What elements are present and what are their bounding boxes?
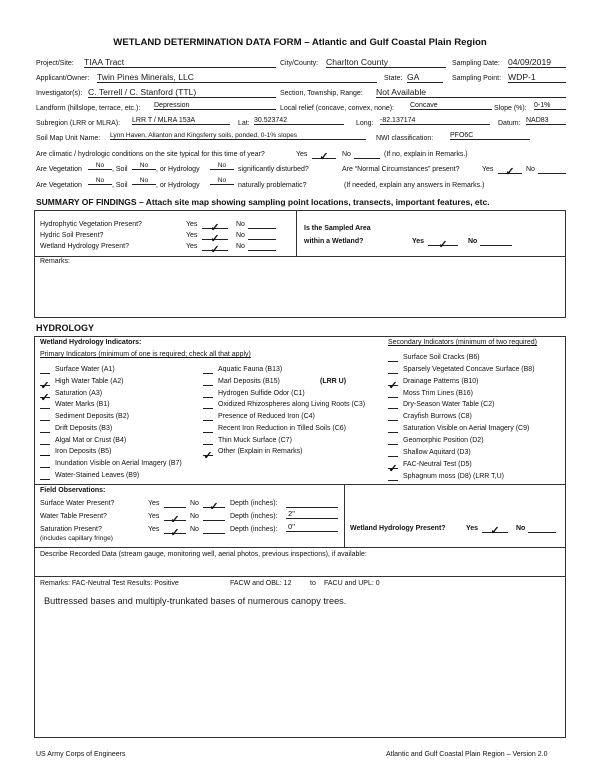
describe-label: Describe Recorded Data (stream gauge, monitoring well, aerial photos, previous inspections), if available: [40,551,367,558]
primary-left-checkbox-0[interactable] [40,364,50,374]
check-icon: ✓ [319,151,329,163]
landform-field[interactable]: Depression [154,102,276,110]
secondary-checkbox-9[interactable] [388,459,398,475]
normal-yes-checkbox[interactable] [498,162,522,178]
summary-heading: SUMMARY OF FINDINGS – Attach site map showing sampling point locations, transects, important features, etc. [36,197,490,207]
primary-mid-label-1: Marl Deposits (B15) [218,377,280,385]
lat-label: Lat: [238,120,250,127]
sat-depth-field[interactable]: 0" [286,522,338,532]
sat-yes-checkbox[interactable] [164,523,186,539]
q3-yes-label: Yes [186,243,198,250]
soil-problematic-field[interactable]: No [132,177,156,185]
facu-upl-count: FACU and UPL: 0 [324,580,380,587]
soil-disturbed-field[interactable]: No [132,162,156,170]
point-label: Sampling Point: [452,75,502,82]
slope-field[interactable]: 0-1% [534,102,566,110]
check-icon: ✓ [388,462,398,475]
secondary-checkbox-1[interactable] [388,364,398,374]
field-observations-title: Field Observations: [40,487,106,494]
field-obs-divider [34,547,565,548]
primary-left-label-3: Water Marks (B1) [55,401,110,409]
primary-left-checkbox-1[interactable] [40,376,50,392]
q1-no-label: No [236,221,245,228]
primary-left-checkbox-3[interactable] [40,399,50,409]
secondary-checkbox-5[interactable] [388,411,398,421]
sat-no-label: No [190,526,199,533]
wh-no-checkbox[interactable] [528,521,556,533]
datum-field[interactable]: NAD83 [526,117,566,125]
veg-label-2: Are Vegetation [36,182,82,189]
table-depth-label: Depth (inches): [230,513,278,520]
primary-left-checkbox-5[interactable] [40,423,50,433]
primary-mid-label-7: Other (Explain in Remarks) [218,448,303,456]
point-field[interactable]: WDP-1 [508,72,566,83]
q3-yes-checkbox[interactable] [202,240,228,256]
check-icon: ✓ [388,379,398,392]
surface-yes-checkbox[interactable] [164,497,186,508]
state-label: State: [384,75,403,82]
indicators-title: Wetland Hydrology Indicators: [40,339,142,346]
problematic-note: (If needed, explain any answers in Remarks.) [344,182,485,189]
secondary-checkbox-6[interactable] [388,423,398,433]
primary-mid-checkbox-2[interactable] [203,388,213,398]
surface-depth-label: Depth (inches): [230,500,278,507]
table-no-checkbox[interactable] [203,510,225,521]
primary-left-label-8: Inundation Visible on Aerial Imagery (B7) [55,460,182,467]
secondary-checkbox-10[interactable] [388,471,398,481]
normal-question: Are “Normal Circumstances” present? [342,166,460,173]
table-yes-label: Yes [148,513,160,520]
city-label: City/County: [280,60,319,67]
secondary-label-7: Geomorphic Position (D2) [403,436,484,444]
wh-present-label: Wetland Hydrology Present? [350,525,446,532]
surface-depth-field[interactable] [286,497,338,508]
secondary-checkbox-0[interactable] [388,352,398,362]
table-no-label: No [190,513,199,520]
check-icon: ✓ [490,525,500,537]
secondary-label-4: Dry-Season Water Table (C2) [403,401,495,409]
problematic-label: naturally problematic? [238,182,307,189]
secondary-checkbox-4[interactable] [388,399,398,409]
primary-mid-label-2: Hydrogen Sulfide Odor (C1) [218,389,305,397]
nwi-field[interactable]: PFO6C [450,132,530,140]
climatic-no-label: No [342,151,351,158]
wh-no-label: No [516,525,526,532]
subregion-field[interactable]: LRR T / MLRA 153A [132,117,230,125]
primary-left-checkbox-4[interactable] [40,411,50,421]
hydro-problematic-field[interactable]: No [210,177,234,185]
sat-yes-label: Yes [148,526,160,533]
field-obs-vdivider [344,484,345,547]
hydrology-remarks-text: Buttressed bases and multiply-trunkated bases of numerous canopy trees. [44,596,347,606]
secondary-label-6: Saturation Visible on Aerial Imagery (C9) [403,425,530,433]
secondary-checkbox-7[interactable] [388,435,398,445]
q3-no-checkbox[interactable] [248,240,276,251]
saturation-question: Saturation Present? [40,526,102,533]
q3-no-label: No [236,243,245,250]
primary-mid-label-0: Aquatic Fauna (B13) [218,366,283,373]
climatic-note: (If no, explain in Remarks.) [384,151,468,158]
section-label: Section, Township, Range: [280,90,363,97]
sampled-yes-checkbox[interactable] [428,235,458,251]
primary-mid-checkbox-6[interactable] [203,435,213,445]
wh-yes-checkbox[interactable] [482,521,508,537]
check-icon: ✓ [438,239,448,251]
q1-yes-label: Yes [186,221,198,228]
veg-problematic-field[interactable]: No [88,177,112,185]
table-yes-checkbox[interactable] [164,510,186,526]
primary-mid-checkbox-5[interactable] [203,423,213,433]
soil-label: Soil Map Unit Name: [36,135,101,142]
normal-no-checkbox[interactable] [538,162,566,174]
primary-mid-checkbox-4[interactable] [203,411,213,421]
saturation-note: (includes capillary fringe) [40,535,113,542]
hydrology-heading: HYDROLOGY [36,323,95,333]
normal-no-label: No [526,166,535,173]
veg-disturbed-field[interactable]: No [88,162,112,170]
secondary-label-8: Shallow Aquitard (D3) [403,448,471,456]
date-label: Sampling Date: [452,60,500,67]
investigators-label: Investigator(s): [36,90,83,97]
primary-left-label-0: Surface Water (A1) [55,366,115,373]
check-icon: ✓ [40,391,50,404]
long-label: Long: [356,120,374,127]
secondary-label-0: Surface Soil Cracks (B6) [403,354,480,361]
sat-depth-label: Depth (inches): [230,526,278,533]
water-table-question: Water Table Present? [40,513,107,520]
subregion-label: Subregion (LRR or MLRA): [36,120,121,127]
check-icon: ✓ [210,244,220,256]
to-word: to [310,580,316,587]
q2-no-label: No [236,232,245,239]
primary-left-checkbox-2[interactable] [40,388,50,404]
describe-divider [34,576,565,577]
investigators-field[interactable]: C. Terrell / C. Stanford (TTL) [88,87,276,98]
climatic-yes-label: Yes [296,151,308,158]
hydrology-remarks-label: Remarks: FAC-Neutral Test Results: Positive [40,580,179,587]
soil-word-2: , Soil [112,182,128,189]
climatic-yes-checkbox[interactable] [312,147,336,163]
summary-divider [34,256,565,257]
surface-no-checkbox[interactable] [203,497,225,513]
sampled-area-question-2: within a Wetland? [304,238,364,245]
check-icon: ✓ [40,379,50,392]
applicant-label: Applicant/Owner: [36,75,90,82]
table-depth-field[interactable]: 2" [286,509,338,519]
project-label: Project/Site: [36,60,74,67]
hydro-word-2: , or Hydrology [156,182,200,189]
sampled-yes-label: Yes [412,238,425,245]
check-icon: ✓ [209,501,219,513]
surface-yes-label: Yes [148,500,160,507]
sampled-no-label: No [468,238,478,245]
form-title: WETLAND DETERMINATION DATA FORM – Atlantic and Gulf Coastal Plain Region [113,37,487,48]
hydro-disturbed-field[interactable]: No [210,162,234,170]
primary-left-label-2: Saturation (A3) [55,389,103,397]
secondary-checkbox-8[interactable] [388,447,398,457]
datum-label: Datum: [498,120,521,127]
wetland-hydrology-question: Wetland Hydrology Present? [40,243,129,250]
date-field[interactable]: 04/09/2019 [508,57,566,68]
summary-vdivider [296,210,297,256]
primary-mid-label-5: Recent Iron Reduction in Tilled Soils (C6) [218,424,347,432]
climatic-question: Are climatic / hydrologic conditions on the site typical for this time of year? [36,151,265,158]
marl-lrr-label: (LRR U) [320,377,347,385]
primary-left-label-9: Water-Stained Leaves (B9) [55,471,140,479]
relief-label: Local relief (concave, convex, none): [280,105,395,112]
primary-mid-label-3: Oxidized Rhizospheres along Living Roots (C3) [218,401,366,409]
primary-left-checkbox-9[interactable] [40,470,50,480]
primary-mid-checkbox-3[interactable] [203,399,213,409]
project-field[interactable]: TIAA Tract [84,57,276,68]
q2-yes-label: Yes [186,232,198,239]
primary-left-label-4: Sediment Deposits (B2) [55,413,129,420]
summary-remarks-label: Remarks: [40,258,70,265]
climatic-no-checkbox[interactable] [354,147,380,159]
q2-yes-checkbox[interactable] [202,229,228,245]
secondary-label-1: Sparsely Vegetated Concave Surface (B8) [403,365,535,373]
check-icon: ✓ [210,222,220,234]
primary-left-label-1: High Water Table (A2) [55,377,124,385]
check-icon: ✓ [210,233,220,245]
applicant-field[interactable]: Twin Pines Minerals, LLC [97,72,377,83]
landform-label: Landform (hillslope, terrace, etc.): [36,105,141,112]
check-icon: ✓ [203,450,213,463]
primary-mid-label-6: Thin Muck Surface (C7) [218,436,292,444]
hydric-soil-question: Hydric Soil Present? [40,232,104,239]
check-icon: ✓ [170,514,180,526]
secondary-label-2: Drainage Patterns (B10) [403,377,479,385]
primary-left-checkbox-8[interactable] [40,458,50,468]
primary-mid-checkbox-0[interactable] [203,364,213,374]
hydrophytic-question: Hydrophytic Vegetation Present? [40,221,142,228]
primary-left-label-7: Iron Deposits (B5) [55,448,112,456]
surface-water-question: Surface Water Present? [40,500,115,507]
normal-yes-label: Yes [482,166,494,173]
long-field[interactable]: -82.137174 [380,117,490,125]
facw-obl-count: FACW and OBL: 12 [230,580,292,587]
soil-field[interactable]: Lynn Haven, Allanton and Kingsferry soils, ponded, 0-1% slopes [110,132,366,140]
q1-yes-checkbox[interactable] [202,218,228,234]
sampled-no-checkbox[interactable] [480,235,512,246]
disturbed-label: significantly disturbed? [238,166,309,173]
primary-mid-checkbox-1[interactable] [203,376,213,386]
secondary-label-9: FAC-Neutral Test (D5) [403,460,472,468]
primary-left-label-5: Drift Deposits (B3) [55,424,113,432]
slope-label: Slope (%): [494,105,527,112]
primary-left-checkbox-6[interactable] [40,435,50,445]
secondary-label-3: Moss Trim Lines (B16) [403,389,474,397]
footer-left: US Army Corps of Engineers [36,751,126,758]
indicators-divider [34,484,565,485]
city-field[interactable]: Charlton County [326,57,446,68]
check-icon: ✓ [170,527,180,539]
primary-title: Primary Indicators (minimum of one is required; check all that apply) [40,351,251,358]
check-icon: ✓ [505,166,515,178]
secondary-label-5: Crayfish Burrows (C8) [403,413,472,421]
section-field[interactable]: Not Available [376,87,566,98]
secondary-checkbox-2[interactable] [388,376,398,392]
sampled-area-question-1: Is the Sampled Area [304,225,371,232]
primary-left-checkbox-7[interactable] [40,446,50,456]
q1-no-checkbox[interactable] [248,218,276,229]
state-field[interactable]: GA [407,72,443,83]
primary-mid-label-4: Presence of Reduced Iron (C4) [218,413,315,420]
relief-field[interactable]: Concave [410,102,492,110]
soil-word: , Soil [112,166,128,173]
secondary-label-10: Sphagnum moss (D8) (LRR T,U) [403,472,505,480]
veg-label: Are Vegetation [36,166,82,173]
wh-yes-label: Yes [466,525,479,532]
secondary-checkbox-3[interactable] [388,388,398,398]
sat-no-checkbox[interactable] [203,523,225,534]
q2-no-checkbox[interactable] [248,229,276,240]
footer-right: Atlantic and Gulf Coastal Plain Region – Version 2.0 [386,751,548,758]
hydro-word: , or Hydrology [156,166,200,173]
surface-no-label: No [190,500,199,507]
lat-field[interactable]: 30.523742 [254,117,344,125]
primary-left-label-6: Algal Mat or Crust (B4) [55,436,127,444]
nwi-label: NWI classification: [376,135,434,142]
primary-mid-checkbox-7[interactable] [203,446,213,463]
secondary-title: Secondary Indicators (minimum of two required) [388,339,538,346]
